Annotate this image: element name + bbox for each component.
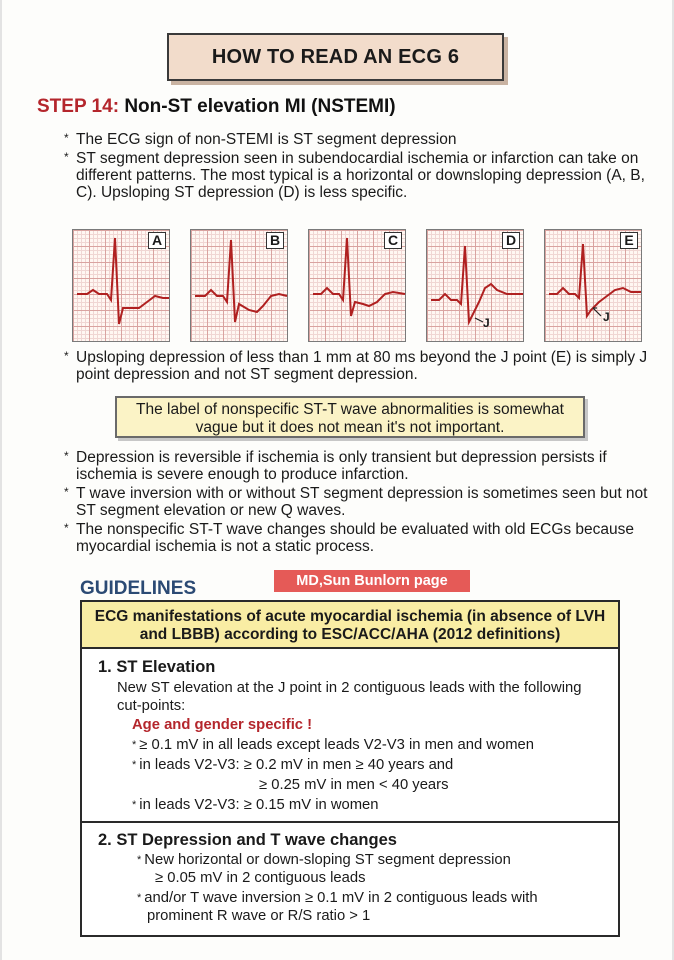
ecg-panel-d <box>426 229 524 342</box>
guidelines-heading: GUIDELINES <box>80 578 197 599</box>
page-title-text: HOW TO READ AN ECG 6 <box>211 45 460 68</box>
bullet-item: * ST segment depression seen in subendocardial ischemia or infarction can take on different patterns. The most typical is a horizontal or downsloping depression (A, B, C). Upsloping ST depression (D) is less specific. <box>64 150 654 201</box>
section2-item: ≥ 0.05 mV in 2 contiguous leads <box>155 870 366 886</box>
section1-text: New ST elevation at the J point in 2 contiguous leads with the following cut-points: <box>117 680 582 714</box>
section2-title: 2. ST Depression and T wave changes <box>98 831 397 849</box>
more-bullets <box>64 449 654 557</box>
ecg-panel-e <box>544 229 642 342</box>
bullet-item: * T wave inversion with or without ST segment depression is sometimes seen but not ST segment elevation or new Q waves. <box>64 485 654 519</box>
bullet-item: * The ECG sign of non-STEMI is ST segment depression <box>64 131 654 148</box>
section-divider <box>82 821 618 823</box>
ecg-figure-row <box>72 229 642 342</box>
section1-item: * in leads V2-V3: ≥ 0.15 mV in women <box>132 797 379 813</box>
step-label: STEP 14: <box>37 96 120 117</box>
section1-item: * ≥ 0.1 mV in all leads except leads V2-V3 in men and women <box>132 737 534 753</box>
ecg-label-a: A <box>148 232 166 249</box>
guidelines-table <box>80 600 620 937</box>
step-title: Non-ST elevation MI (NSTEMI) <box>124 96 396 117</box>
section2-item: * New horizontal or down-sloping ST segment depression <box>137 852 511 868</box>
page-title <box>167 33 504 81</box>
section2-item: prominent R wave or R/S ratio > 1 <box>147 908 371 924</box>
ecg-panel-a <box>72 229 170 342</box>
step-heading <box>37 96 396 118</box>
credit-badge: MD,Sun Bunlorn page <box>274 570 470 592</box>
bullet-item: * Depression is reversible if ischemia is only transient but depression persists if ischemia is severe enough to produce infarction. <box>64 449 654 483</box>
note-box <box>115 396 585 438</box>
section1-item: * in leads V2-V3: ≥ 0.2 mV in men ≥ 40 years and <box>132 757 454 773</box>
bullet-item: * The nonspecific ST-T wave changes should be evaluated with old ECGs because myocardial ischemia is not a static process. <box>64 521 654 555</box>
intro-bullets <box>64 131 654 203</box>
ecg-label-e: E <box>620 232 638 249</box>
upsloping-bullet <box>64 349 654 385</box>
j-point-label-d: J <box>483 316 490 330</box>
j-point-label-e: J <box>603 310 610 324</box>
ecg-panel-c <box>308 229 406 342</box>
section2-item: * and/or T wave inversion ≥ 0.1 mV in 2 contiguous leads with <box>137 890 538 906</box>
ecg-panel-b <box>190 229 288 342</box>
bullet-item: * Upsloping depression of less than 1 mm at 80 ms beyond the J point (E) is simply J point depression and not ST segment depression. <box>64 349 654 383</box>
ecg-label-d: D <box>502 232 520 249</box>
ecg-label-b: B <box>266 232 284 249</box>
section1-title: 1. ST Elevation <box>98 658 216 676</box>
ecg-label-c: C <box>384 232 402 249</box>
section1-emphasis: Age and gender specific ! <box>132 717 313 733</box>
guidelines-table-header: ECG manifestations of acute myocardial ischemia (in absence of LVH and LBBB) according to ESC/ACC/AHA (2012 definitions) <box>82 602 618 649</box>
section1-item: ≥ 0.25 mV in men < 40 years <box>259 777 449 793</box>
note-text: The label of nonspecific ST-T wave abnormalities is somewhat vague but it does not mean it's not important. <box>136 401 564 436</box>
